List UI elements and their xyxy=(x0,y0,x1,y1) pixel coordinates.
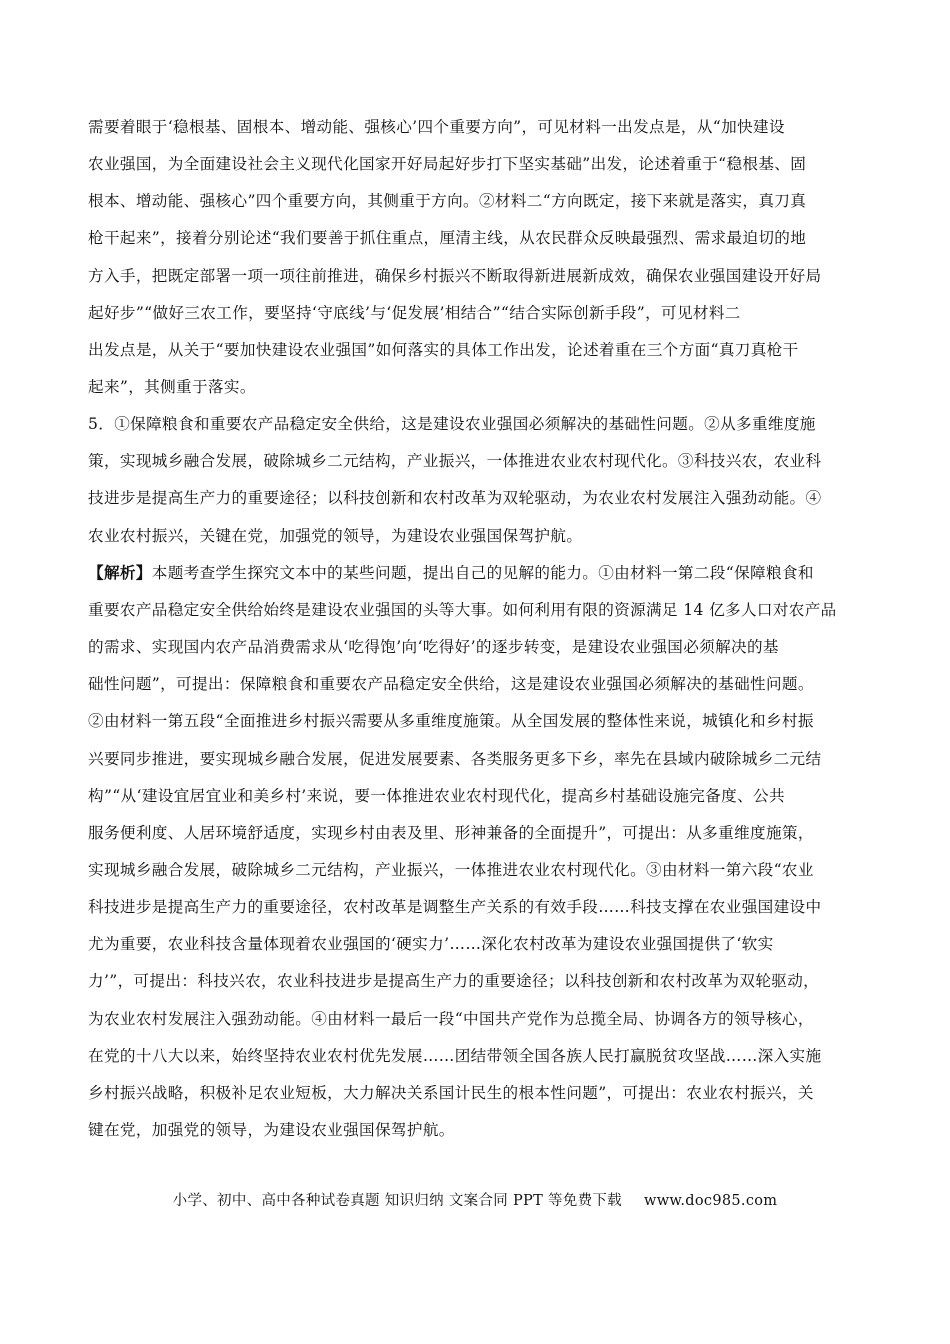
page-footer xyxy=(0,1191,950,1211)
analysis-label: 【解析】 xyxy=(88,563,152,582)
text-line: 出发点是，从关于“要加快建设农业强国”如何落实的具体工作出发，论述着重在三个方面“真刀真枪干 xyxy=(88,341,799,359)
footer-text: 小学、初中、高中各种试卷真题 知识归纳 文案合同 PPT 等免费下载 xyxy=(172,1193,622,1209)
answer-line: 农业农村振兴，关键在党，加强党的领导，为建设农业强国保驾护航。 xyxy=(88,527,583,545)
analysis-line: 构”“从‘建设宜居宜业和美乡村’来说，要一体推进农业农村现代化，提高乡村基础设施完备度、公共 xyxy=(88,787,785,805)
answer-line: 策，实现城乡融合发展，破除城乡二元结构，产业振兴，一体推进农业农村现代化。③科技兴农，农业科 xyxy=(88,452,822,470)
analysis-line: 为农业农村发展注入强劲动能。④由材料一最后一段“中国共产党作为总揽全局、协调各方的领导核心， xyxy=(88,1010,814,1028)
answer-line: 技进步是提高生产力的重要途径；以科技创新和农村改革为双轮驱动，为农业农村发展注入强劲动能。④ xyxy=(88,489,822,507)
analysis-line: 力’”，可提出：科技兴农，农业科技进步是提高生产力的重要途径；以科技创新和农村改革为双轮驱动， xyxy=(88,972,820,990)
analysis-line: 础性问题”，可提出：保障粮食和重要农产品稳定安全供给，这是建设农业强国必须解决的基础性问题。 xyxy=(88,675,814,693)
analysis-line: 键在党，加强党的领导，为建设农业强国保驾护航。 xyxy=(88,1121,455,1139)
footer-url[interactable]: www.doc985.com xyxy=(643,1193,778,1209)
text-line: 农业强国，为全面建设社会主义现代化国家开好局起好步打下坚实基础”出发，论述着重于“稳根基、固 xyxy=(88,155,807,173)
analysis-line: 科技进步是提高生产力的重要途径，农村改革是调整生产关系的有效手段……科技支撑在农业强国建设中 xyxy=(88,898,822,916)
analysis-line: 实现城乡融合发展，破除城乡二元结构，产业振兴，一体推进农业农村现代化。③由材料一第六段“农业 xyxy=(88,861,814,879)
text-line: 枪干起来”，接着分别论述“我们要善于抓住重点，厘清主线，从农民群众反映最强烈、需求最迫切的地 xyxy=(88,229,807,247)
analysis-line: 重要农产品稳定安全供给始终是建设农业强国的头等大事。如何利用有限的资源满足 14 亿多人口对农产品 xyxy=(88,601,837,619)
text-line: 根本、增动能、强核心”四个重要方向，其侧重于方向。②材料二“方向既定，接下来就是落实，真刀真 xyxy=(88,192,807,210)
analysis-line: 的需求、实现国内农产品消费需求从‘吃得饱’向‘吃得好’的逐步转变，是建设农业强国必须解决的基 xyxy=(88,638,779,656)
analysis-line: 服务便利度、人居环境舒适度，实现乡村由表及里、形神兼备的全面提升”，可提出：从多重维度施策， xyxy=(88,824,814,842)
analysis-line: 兴要同步推进，要实现城乡融合发展，促进发展要素、各类服务更多下乡，率先在县域内破除城乡二元结 xyxy=(88,750,822,768)
text-line: 起来”，其侧重于落实。 xyxy=(88,378,256,396)
text-line: 需要着眼于‘稳根基、固根本、增动能、强核心’四个重要方向”，可见材料一出发点是，从“加快建设 xyxy=(88,118,785,136)
analysis-text: 本题考查学生探究文本中的某些问题，提出自己的见解的能力。①由材料一第二段“保障粮食和 xyxy=(151,564,814,582)
analysis-line: 尤为重要，农业科技含量体现着农业强国的‘硬实力’……深化农村改革为建设农业强国提供了‘软实 xyxy=(88,935,774,953)
analysis-line xyxy=(88,563,868,583)
answer-line: 5．①保障粮食和重要农产品稳定安全供给，这是建设农业强国必须解决的基础性问题。②从多重维度施 xyxy=(88,415,816,433)
analysis-line: 乡村振兴战略，积极补足农业短板，大力解决关系国计民生的根本性问题”，可提出：农业农村振兴，关 xyxy=(88,1084,814,1102)
analysis-line: 在党的十八大以来，始终坚持农业农村优先发展……团结带领全国各族人民打赢脱贫攻坚战……深入实施 xyxy=(88,1047,822,1065)
text-line: 方入手，把既定部署一项一项往前推进，确保乡村振兴不断取得新进展新成效，确保农业强国建设开好局 xyxy=(88,267,822,285)
analysis-line: ②由材料一第五段“全面推进乡村振兴需要从多重维度施策。从全国发展的整体性来说，城镇化和乡村振 xyxy=(88,712,814,730)
text-line: 起好步”“做好三农工作，要坚持‘守底线’与‘促发展’相结合”“结合实际创新手段”，可见材料二 xyxy=(88,304,741,322)
